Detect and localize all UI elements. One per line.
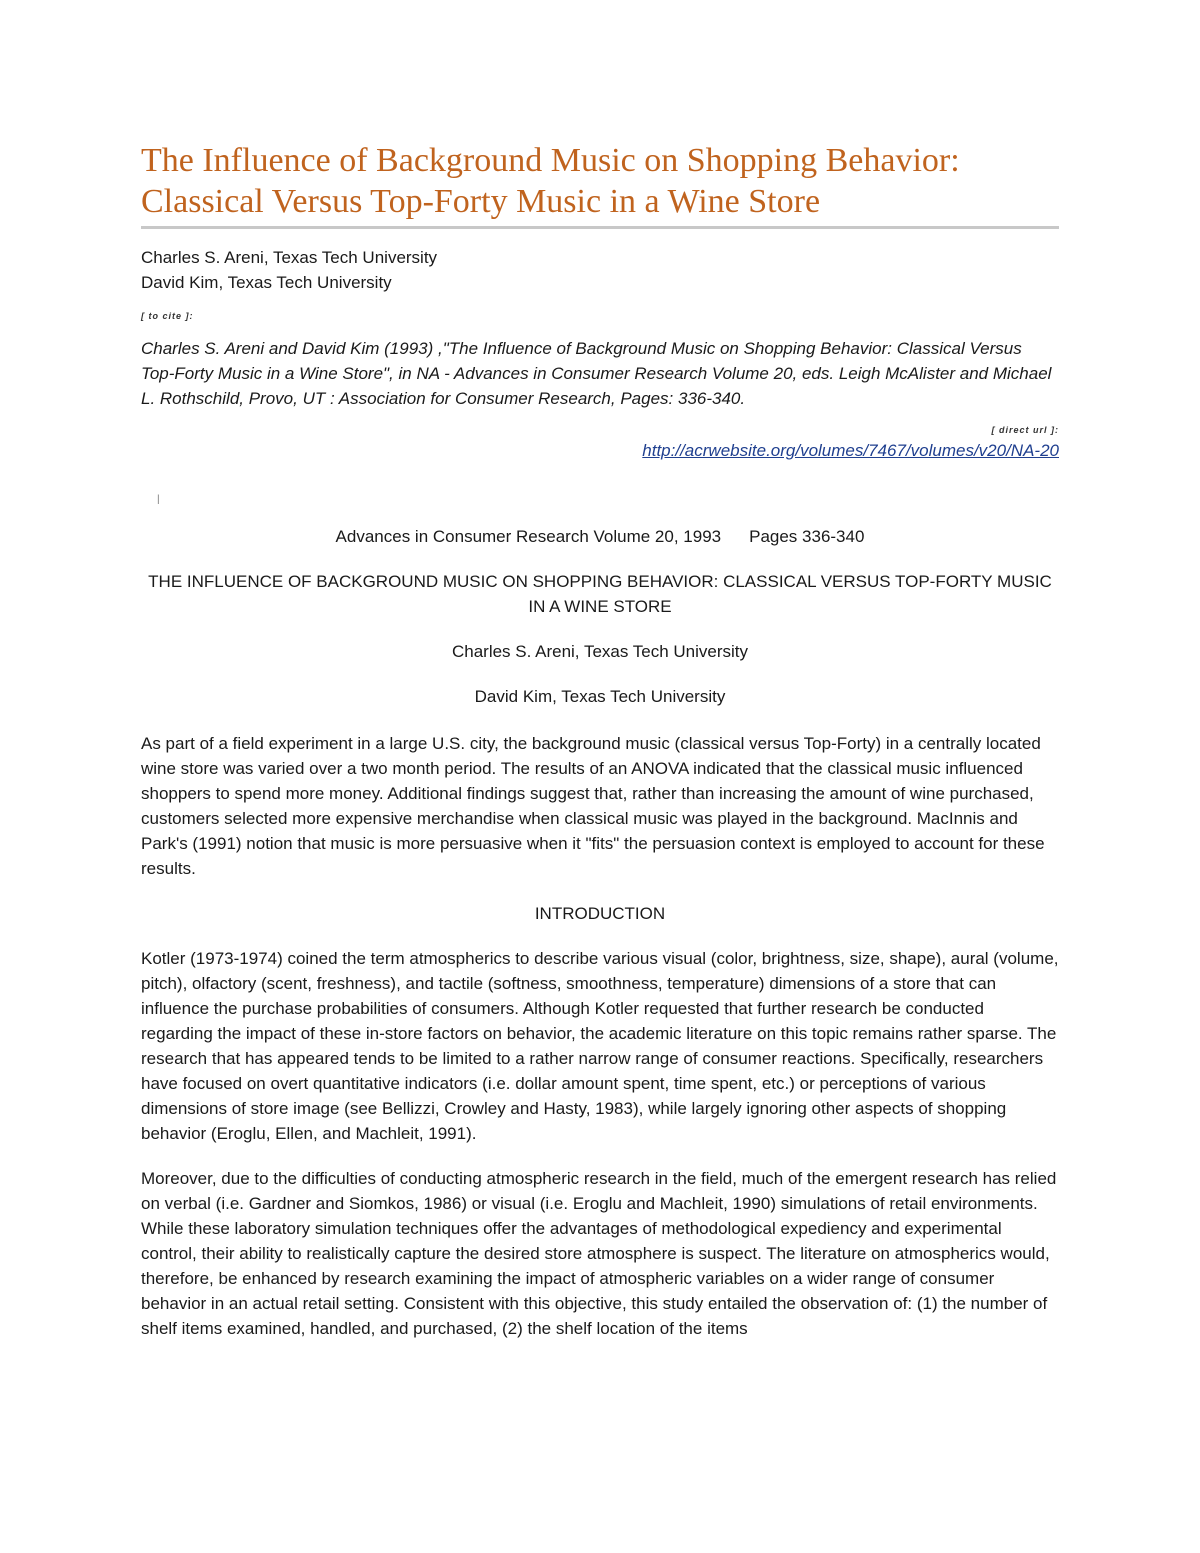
author-line-2: David Kim, Texas Tech University [141,273,392,292]
intro-paragraph-2: Moreover, due to the difficulties of conducting atmospheric research in the field, much of the emergent research has relied on verbal (i.e. Gardner and Siomkos, 1986) or visual (i.e. Eroglu and Machleit, 1990) simulations of retail environments. While these laboratory simulation techniques offer the advantages of methodological expediency and experimental control, their ability to realistically capture the desired store atmosphere is suspect. The literature on atmospherics would, therefore, be enhanced by research examining the impact of atmospheric variables on a wider range of consumer behavior in an actual retail setting. Consistent with this objective, this study entailed the observation of: (1) the number of shelf items examined, handled, and purchased, (2) the shelf location of the items [141,1169,1057,1338]
journal-info [141,524,1059,549]
page-title: The Influence of Background Music on Shopping Behavior: Classical Versus Top-Forty Music in a Wine Store [141,142,960,220]
author-line-1: Charles S. Areni, Texas Tech University [141,248,438,267]
section-heading-introduction: INTRODUCTION [534,904,666,923]
direct-url [141,441,1059,461]
document-page [141,140,1059,1341]
body-author-1: Charles S. Areni, Texas Tech University [451,642,749,661]
author-list [141,245,1059,295]
intro-paragraph-1: Kotler (1973-1974) coined the term atmospherics to describe various visual (color, brightness, size, shape), aural (volume, pitch), olfactory (scent, freshness), and tactile (softness, smoothness, temperature) dimensions of a store that can influence the purchase probabilities of consumers. Although Kotler requested that further research be conducted regarding the impact of these in-store factors on behavior, the academic literature on this topic remains rather sparse. The research that has appeared tends to be limited to a rather narrow range of consumer reactions. Specifically, researchers have focused on overt quantitative indicators (i.e. dollar amount spent, time spent, etc.) or perceptions of various dimensions of store image (see Bellizzi, Crowley and Hasty, 1983), while largely ignoring other aspects of shopping behavior (Eroglu, Ellen, and Machleit, 1991). [141,949,1059,1143]
abstract-paragraph: As part of a field experiment in a large U.S. city, the background music (classical versus Top-Forty) in a centrally located wine store was varied over a two month period. The results of an ANOVA indicated that the classical music influenced shoppers to spend more money. Additional findings suggest that, rather than increasing the amount of wine purchased, customers selected more expensive merchandise when classical music was played in the background. MacInnis and Park's (1991) notion that music is more persuasive when it "fits" the persuasion context is employed to account for these results. [141,734,1045,878]
journal-pages: Pages 336-340 [749,527,865,546]
cite-label: [ to cite ]: [141,311,194,321]
title-divider [141,226,1059,229]
direct-url-link[interactable]: http://acrwebsite.org/volumes/7467/volumes/v20/NA-20 [642,441,1059,460]
body-author-2: David Kim, Texas Tech University [474,687,726,706]
article-heading: THE INFLUENCE OF BACKGROUND MUSIC ON SHOPPING BEHAVIOR: CLASSICAL VERSUS TOP-FORTY MUSIC IN A WINE STORE [148,572,1052,616]
page-marker: | [157,494,160,505]
citation-text: Charles S. Areni and David Kim (1993) ,"The Influence of Background Music on Shopping Behavior: Classical Versus Top-Forty Music in a Wine Store", in NA - Advances in Consumer Research Volume 20, eds. Leigh McAlister and Michael L. Rothschild, Provo, UT : Association for Consumer Research, Pages: 336-340. [141,339,1052,408]
direct-url-label: [ direct url ]: [991,425,1059,435]
journal-name: Advances in Consumer Research Volume 20, 1993 [335,527,722,546]
